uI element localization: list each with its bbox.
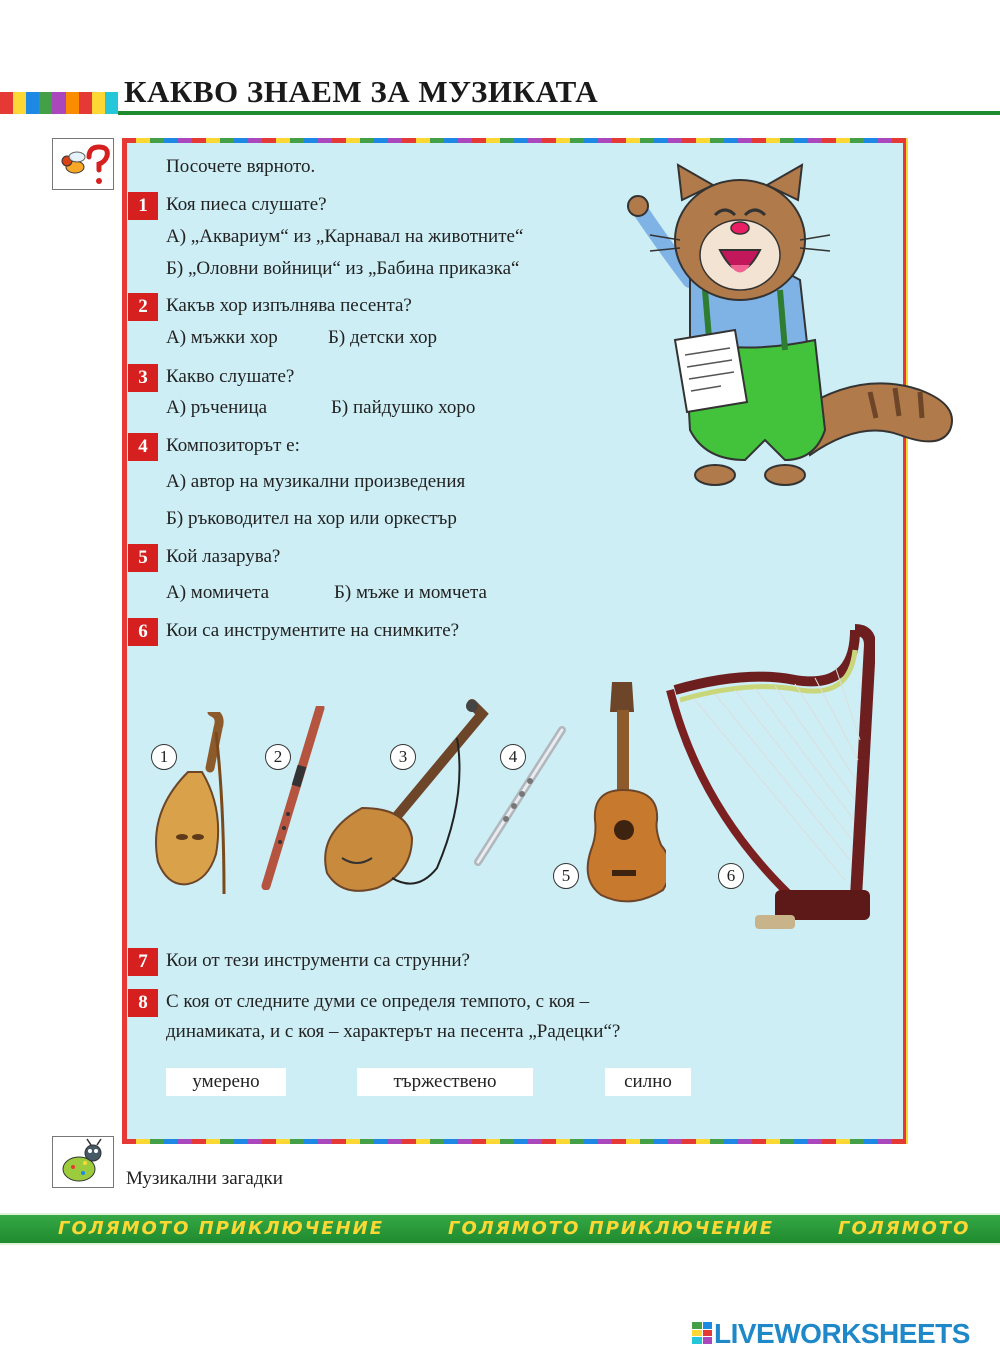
harp-illustration <box>655 620 875 942</box>
question-number-4: 4 <box>128 433 158 461</box>
header-color-stripes <box>0 92 118 114</box>
question-4-text: Композиторът е: <box>166 435 300 456</box>
question-2-option-a[interactable]: А) мъжки хор <box>166 327 278 348</box>
flute-illustration <box>470 726 570 868</box>
gadulka-illustration <box>148 712 232 898</box>
question-number-7: 7 <box>128 948 158 976</box>
question-3-option-a[interactable]: А) ръченица <box>166 397 268 418</box>
header-stripe <box>92 92 105 114</box>
instrument-label-4: 4 <box>500 744 526 770</box>
question-number-5: 5 <box>128 544 158 572</box>
question-number-1: 1 <box>128 192 158 220</box>
singing-cat-illustration <box>620 160 960 490</box>
question-4-option-b[interactable]: Б) ръководител на хор или оркестър <box>166 508 457 529</box>
banner-text-1: ГОЛЯМОТО ПРИКЛЮЧЕНИЕ <box>58 1218 385 1239</box>
instrument-label-5: 5 <box>553 863 579 889</box>
question-number-2: 2 <box>128 293 158 321</box>
question-number-3: 3 <box>128 364 158 392</box>
header-stripe <box>0 92 13 114</box>
header-stripe <box>79 92 92 114</box>
question-6-text: Кои са инструментите на снимките? <box>166 620 460 641</box>
guitar-illustration <box>582 680 666 908</box>
instrument-label-3: 3 <box>390 744 416 770</box>
header-stripe <box>39 92 52 114</box>
bee-question-icon <box>52 138 114 190</box>
question-2-option-b[interactable]: Б) детски хор <box>328 327 437 348</box>
question-1-option-a[interactable]: А) „Аквариум“ из „Карнавал на животните“ <box>166 226 524 247</box>
adventure-banner <box>0 1213 1000 1245</box>
liveworksheets-mark-icon <box>692 1322 712 1344</box>
question-7-text: Кои от тези инструменти са струнни? <box>166 950 470 971</box>
tambura-illustration <box>322 698 492 898</box>
question-number-6: 6 <box>128 618 158 646</box>
question-1-text: Коя пиеса слушате? <box>166 194 327 215</box>
instruction-text: Посочете вярното. <box>166 156 316 177</box>
question-5-option-a[interactable]: А) момичета <box>166 582 270 603</box>
question-5-option-b[interactable]: Б) мъже и момчета <box>334 582 487 603</box>
footer-label: Музикални загадки <box>126 1168 283 1189</box>
word-box-loud[interactable]: силно <box>605 1068 691 1096</box>
banner-text-2: ГОЛЯМОТО ПРИКЛЮЧЕНИЕ <box>448 1218 775 1239</box>
question-number-8: 8 <box>128 989 158 1017</box>
liveworksheets-logo <box>692 1318 982 1348</box>
question-8-text-line-2: динамиката, и с коя – характерът на песента „Радецки“? <box>166 1021 621 1042</box>
header-stripe <box>13 92 26 114</box>
question-4-option-a[interactable]: А) автор на музикални произведения <box>166 471 466 492</box>
question-2-text: Какъв хор изпълнява песента? <box>166 295 412 316</box>
header-stripe <box>26 92 39 114</box>
liveworksheets-wordmark: LIVEWORKSHEETS <box>714 1318 970 1349</box>
question-3-text: Какво слушате? <box>166 366 295 387</box>
bug-riddle-icon <box>52 1136 114 1188</box>
instrument-label-1: 1 <box>151 744 177 770</box>
banner-text-3: ГОЛЯМОТО <box>838 1218 971 1239</box>
header-stripe <box>52 92 65 114</box>
kaval-illustration <box>258 706 328 890</box>
page-title: КАКВО ЗНАЕМ ЗА МУЗИКАТА <box>124 74 599 109</box>
header-stripe <box>105 92 118 114</box>
header-stripe <box>66 92 79 114</box>
instrument-label-6: 6 <box>718 863 744 889</box>
question-5-text: Кой лазарува? <box>166 546 281 567</box>
question-3-option-b[interactable]: Б) пайдушко хоро <box>331 397 476 418</box>
header-underline <box>118 111 1000 115</box>
instrument-label-2: 2 <box>265 744 291 770</box>
word-box-solemn[interactable]: тържествено <box>357 1068 533 1096</box>
question-8-text-line-1: С коя от следните думи се определя темпото, с коя – <box>166 991 590 1012</box>
word-box-moderate[interactable]: умерено <box>166 1068 286 1096</box>
question-1-option-b[interactable]: Б) „Оловни войници“ из „Бабина приказка“ <box>166 258 520 279</box>
